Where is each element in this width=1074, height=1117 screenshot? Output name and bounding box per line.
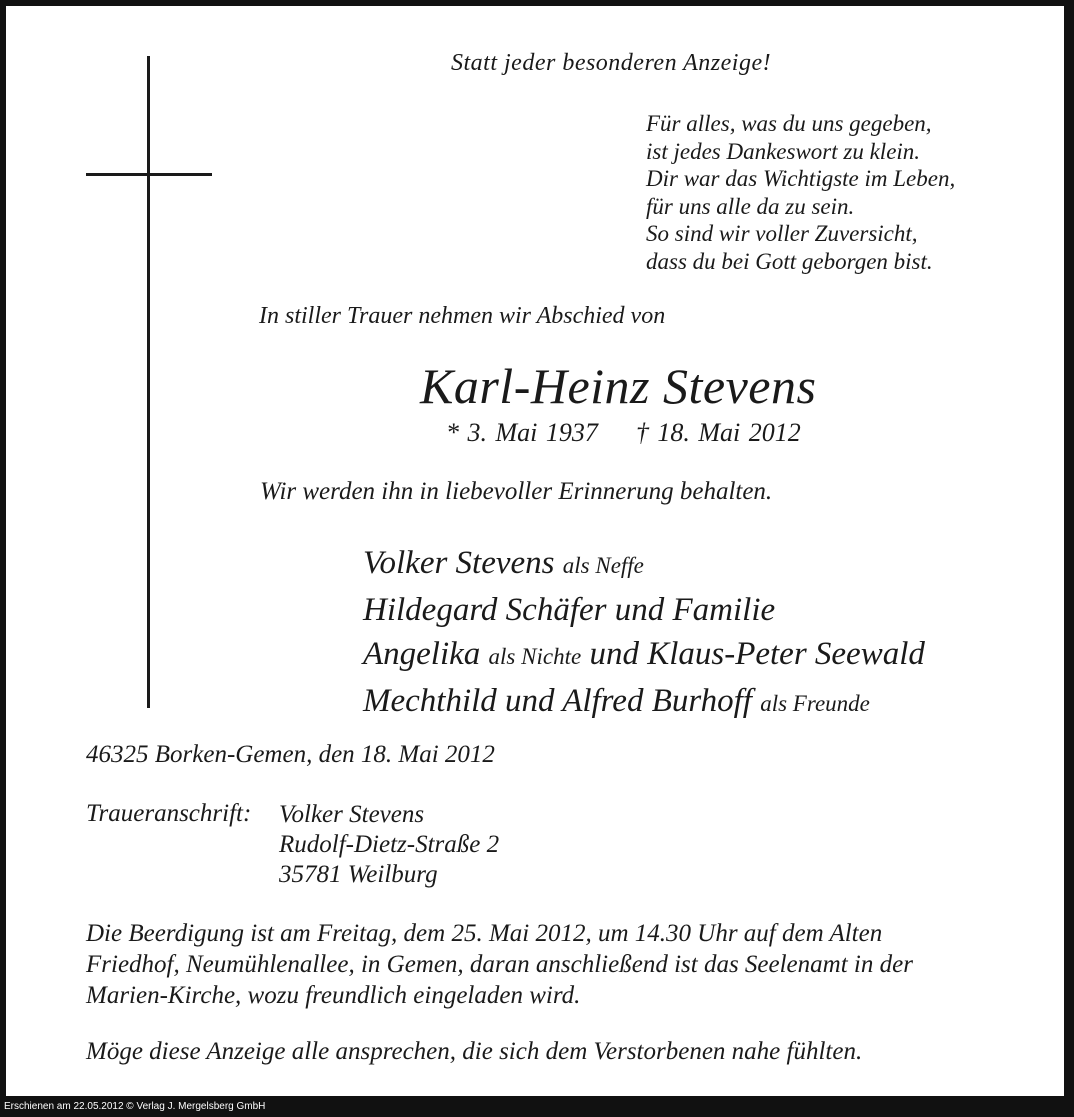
poem-line: Für alles, was du uns gegeben, [646, 111, 932, 136]
funeral-line: Friedhof, Neumühlenallee, in Gemen, daran anschließend ist das Seelenamt in der [86, 951, 913, 978]
poem-line: Dir war das Wichtigste im Leben, [646, 166, 956, 191]
poem-line: für uns alle da zu sein. [646, 193, 855, 219]
mourner-name: Angelika [363, 636, 481, 672]
mourner-line [363, 632, 925, 679]
funeral-line: Die Beerdigung ist am Freitag, dem 25. Mai 2012, um 14.30 Uhr auf dem Alten [86, 920, 883, 947]
memory-text: Wir werden ihn in liebevoller Erinnerung behalten. [260, 478, 773, 505]
address-line: Volker Stevens [279, 801, 425, 828]
cross-horizontal-bar [86, 173, 212, 176]
mourner-name: Mechthild und Alfred Burhoff [363, 683, 752, 719]
funeral-line: Marien-Kirche, wozu freundlich eingeladen wird. [86, 982, 581, 1009]
publication-footer: Erschienen am 22.05.2012 © Verlag J. Mergelsberg GmbH [4, 1101, 266, 1112]
notice-header: Statt jeder besonderen Anzeige! [451, 50, 772, 76]
mourner-line [363, 541, 925, 588]
life-dates [446, 418, 801, 448]
intro-text: In stiller Trauer nehmen wir Abschied von [259, 303, 666, 329]
mourner-name: Volker Stevens [363, 545, 555, 581]
closing-text: Möge diese Anzeige alle ansprechen, die sich dem Verstorbenen nahe fühlten. [86, 1038, 863, 1065]
poem-line: So sind wir voller Zuversicht, [646, 221, 918, 246]
birth-date: * 3. Mai 1937 [446, 418, 598, 447]
address-line: 35781 Weilburg [279, 861, 438, 888]
address-label: Traueranschrift: [86, 800, 252, 827]
funeral-info [86, 918, 913, 1011]
mourning-address [279, 800, 499, 890]
place-date: 46325 Borken-Gemen, den 18. Mai 2012 [86, 741, 495, 768]
mourner-relation: als Neffe [562, 553, 644, 578]
cross-vertical-bar [147, 56, 150, 708]
poem [646, 110, 955, 275]
address-line: Rudolf-Dietz-Straße 2 [279, 831, 500, 858]
mourner-line [363, 588, 925, 632]
mourner-name: und Klaus-Peter Seewald [589, 636, 925, 672]
obituary-card [6, 6, 1064, 1096]
mourner-line [363, 679, 925, 726]
death-date: † 18. Mai 2012 [635, 418, 801, 447]
poem-line: ist jedes Dankeswort zu klein. [646, 138, 921, 164]
mourners-list [363, 541, 925, 726]
mourner-relation: als Freunde [760, 691, 870, 716]
deceased-name: Karl-Heinz Stevens [420, 358, 817, 414]
mourner-relation: als Nichte [488, 644, 582, 669]
poem-line: dass du bei Gott geborgen bist. [646, 248, 933, 274]
mourner-name: Hildegard Schäfer und Familie [363, 592, 776, 628]
